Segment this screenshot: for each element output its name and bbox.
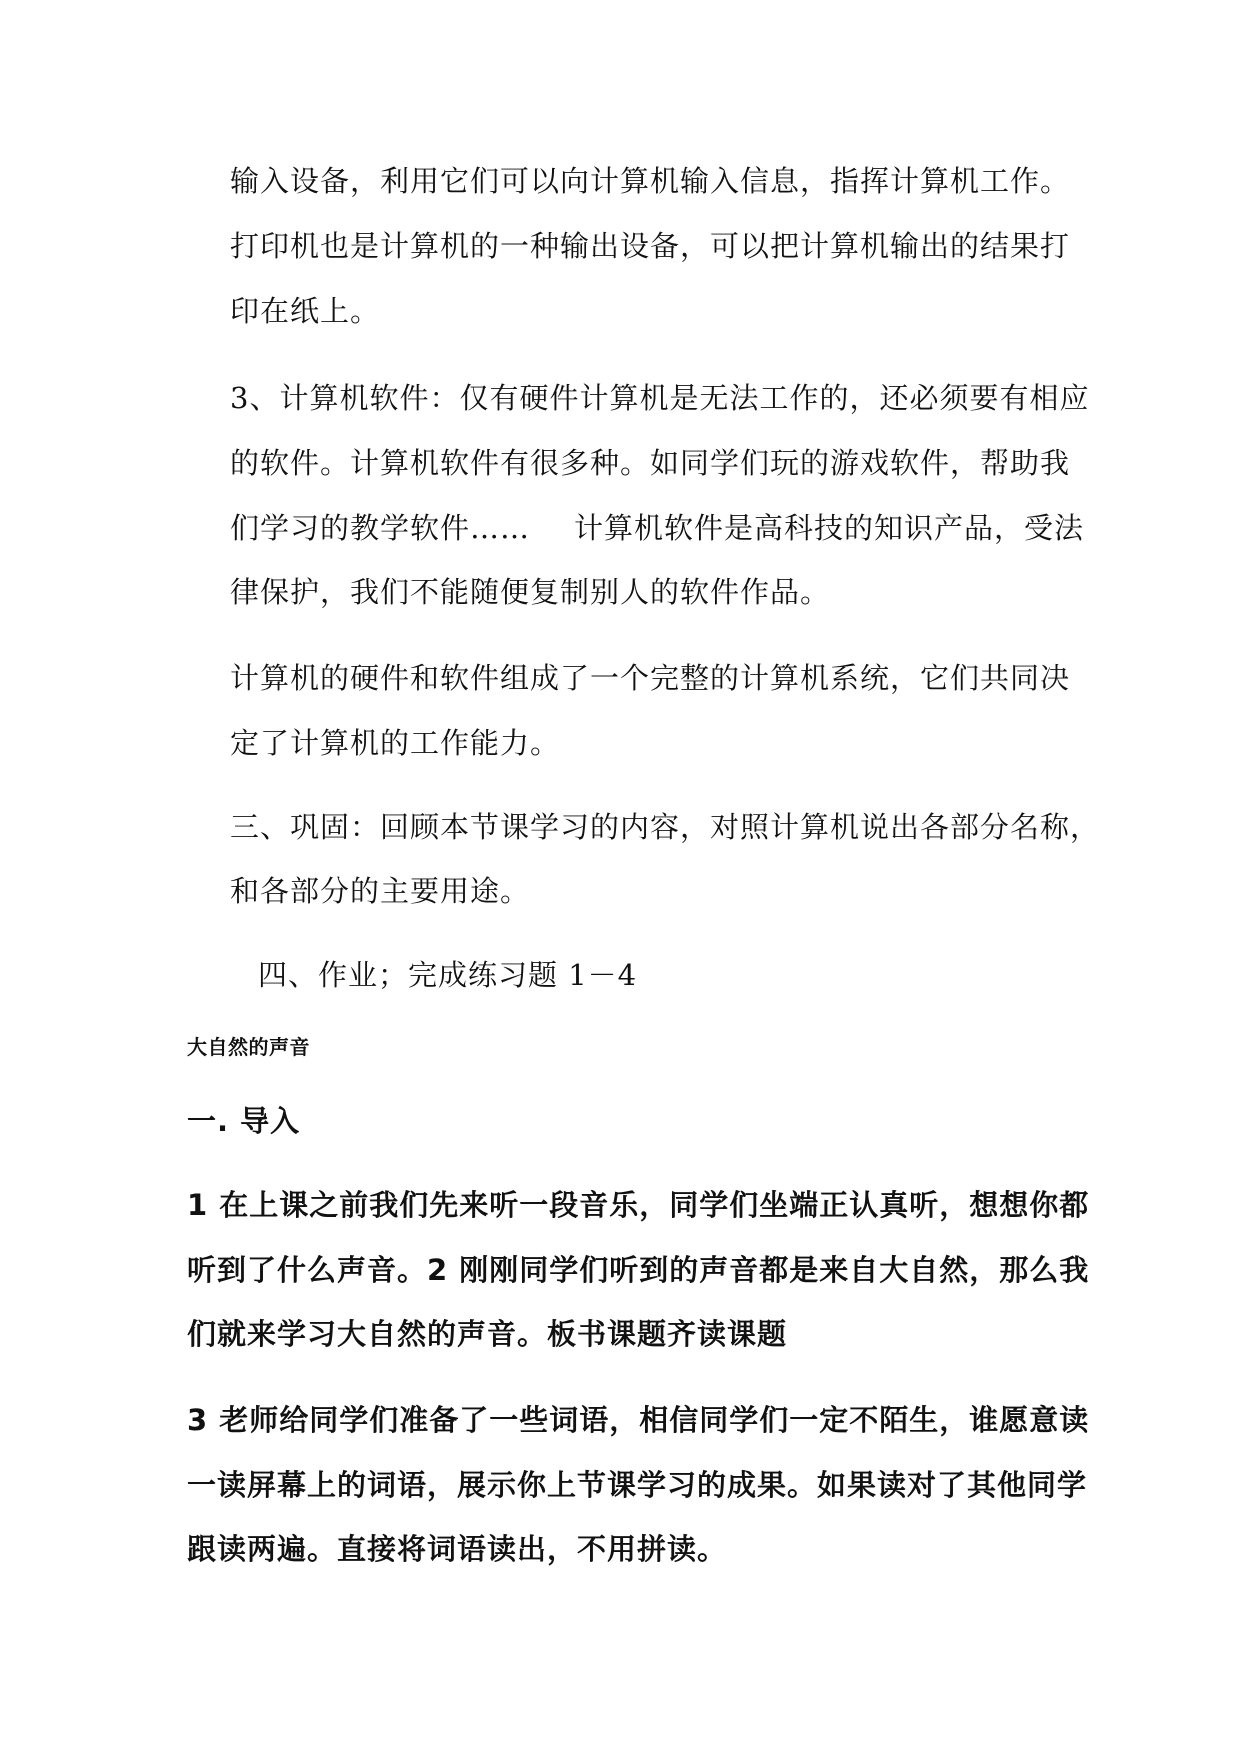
paragraph-line (230, 510, 1084, 546)
paragraph-line: 的软件。计算机软件有很多种。如同学们玩的游戏软件，帮助我 (230, 446, 1071, 480)
paragraph-line: 3 老师给同学们准备了一些词语，相信同学们一定不陌生，谁愿意读 (187, 1403, 1090, 1437)
paragraph-line: 听到了什么声音。2 刚刚同学们听到的声音都是来自大自然，那么我 (187, 1253, 1090, 1287)
paragraph-line: 和各部分的主要用途。 (230, 874, 531, 908)
paragraph-line: 1 在上课之前我们先来听一段音乐，同学们坐端正认真听，想想你都 (187, 1188, 1090, 1222)
paragraph-line-part: 们学习的教学软件…… (230, 511, 531, 545)
paragraph-line: 三、巩固：回顾本节课学习的内容，对照计算机说出各部分名称， (230, 810, 1101, 844)
paragraph-line: 打印机也是计算机的一种输出设备，可以把计算机输出的结果打 (230, 229, 1071, 263)
section-heading: 一. 导入 (187, 1104, 301, 1138)
paragraph-line: 们就来学习大自然的声音。板书课题齐读课题 (187, 1317, 788, 1351)
paragraph-line: 律保护，我们不能随便复制别人的软件作品。 (230, 575, 831, 609)
paragraph-line-part: 计算机软件是高科技的知识产品，受法 (574, 511, 1085, 545)
paragraph-line: 一读屏幕上的词语，展示你上节课学习的成果。如果读对了其他同学 (187, 1468, 1088, 1502)
paragraph-line: 四、作业；完成练习题 1－4 (258, 958, 638, 992)
paragraph-line: 跟读两遍。直接将词语读出，不用拼读。 (187, 1532, 728, 1566)
paragraph-line: 印在纸上。 (230, 294, 381, 328)
paragraph-line: 3、计算机软件：仅有硬件计算机是无法工作的，还必须要有相应 (230, 381, 1090, 415)
lesson-title: 大自然的声音 (187, 1035, 310, 1059)
paragraph-line: 输入设备，利用它们可以向计算机输入信息，指挥计算机工作。 (230, 164, 1071, 198)
paragraph-line: 定了计算机的工作能力。 (230, 726, 561, 760)
paragraph-line: 计算机的硬件和软件组成了一个完整的计算机系统，它们共同决 (230, 661, 1071, 695)
